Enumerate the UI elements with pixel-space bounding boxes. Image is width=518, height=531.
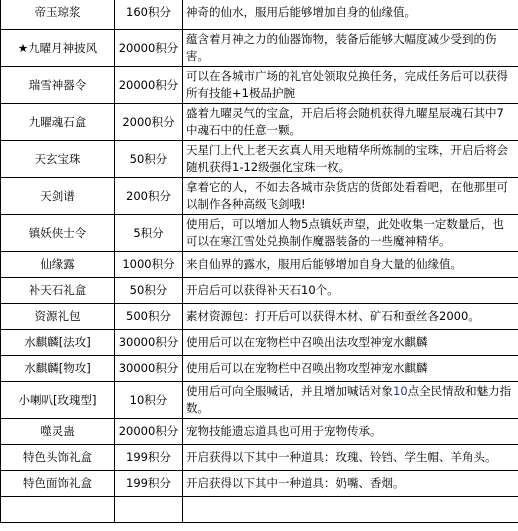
table-row [1,178,518,215]
table-row [1,419,518,445]
item-price: 10积分 [115,382,183,419]
item-description [183,382,518,419]
table-row [1,382,518,419]
table-row [1,141,518,178]
item-name: 噬灵蛊 [1,419,115,445]
item-description: 神奇的仙水，服用后能够增加自身的仙缘值。 [183,0,518,30]
item-price: 500积分 [115,304,183,330]
item-description: 使用后可以在宠物栏中召唤出法攻型神宠水麒麟 [183,330,518,356]
item-description: 开启获得以下其中一种道具：玫瑰、铃铛、学生帽、羊角头。 [183,445,518,471]
table-row [1,330,518,356]
item-name: 帝玉琼浆 [1,0,115,30]
table-row [1,356,518,382]
item-price: 1000积分 [115,252,183,278]
item-price: 199积分 [115,471,183,497]
item-description: 盛着九曜灵气的宝盒，开启后将会随机获得九曜星辰魂石其中7中魂石中的任意一颗。 [183,104,518,141]
table-row [1,0,518,30]
table-row [1,215,518,252]
item-description: 素材资源包：打开后可以获得木材、矿石和蚕丝各2000。 [183,304,518,330]
table-row [1,471,518,497]
table-row [1,278,518,304]
item-price: 199积分 [115,445,183,471]
item-price: 20000积分 [115,67,183,104]
item-name: 镇妖侠士令 [1,215,115,252]
item-price: 160积分 [115,0,183,30]
item-name: 瑞雪神器令 [1,67,115,104]
table-row [1,67,518,104]
description-text: 使用后可向全服喊话，并且增加喊话对象 [186,384,393,398]
item-price: 2000积分 [115,104,183,141]
item-name: 水麒麟[法攻] [1,330,115,356]
item-name [1,497,115,523]
table-row [1,30,518,67]
item-price: 50积分 [115,141,183,178]
item-name: 仙缘露 [1,252,115,278]
item-description [183,497,518,523]
item-name: 水麒麟[物攻] [1,356,115,382]
item-description: 使用后可以在宠物栏中召唤出物攻型神宠水麒麟 [183,356,518,382]
description-text: 点全民情敌和魅力指数。 [186,384,512,415]
item-description: 可以在各城市广场的礼官处领取兑换任务，完成任务后可以获得所有技能+1极品护腕 [183,67,518,104]
item-name: 特色头饰礼盒 [1,445,115,471]
table-row [1,445,518,471]
table-row [1,497,518,523]
item-description: 天星门上代上老天玄真人用天地精华所炼制的宝珠，开启后将会随机获得1-12级强化宝珠一枚。 [183,141,518,178]
item-price: 5积分 [115,215,183,252]
item-description: 宠物技能遗忘道具也可用于宠物传承。 [183,419,518,445]
item-description: 拿着它的人，不如去各城市杂货店的货郎处看看吧，在他那里可以制作各种高级飞剑哦! [183,178,518,215]
item-name: 天玄宝珠 [1,141,115,178]
table-row [1,104,518,141]
item-description: 使用后，可以增加人物5点镇妖声望，此处收集一定数量后，也可以在寒江雪处兑换制作魔器装备的一些魔神精华。 [183,215,518,252]
item-price [115,497,183,523]
highlighted-number: 10 [393,384,408,398]
table-row [1,252,518,278]
item-name: 天剑谱 [1,178,115,215]
item-price: 20000积分 [115,30,183,67]
item-name: 资源礼包 [1,304,115,330]
item-description: 蕴含着月神之力的仙器饰物，装备后能够大幅度减少受到的伤害。 [183,30,518,67]
item-name: ★九曜月神披风 [1,30,115,67]
item-price: 30000积分 [115,330,183,356]
item-name: 特色面饰礼盒 [1,471,115,497]
item-price: 20000积分 [115,419,183,445]
item-description: 开启后可以获得补天石10个。 [183,278,518,304]
item-name: 九曜魂石盒 [1,104,115,141]
item-description: 来自仙界的露水，服用后能够增加自身大量的仙缘值。 [183,252,518,278]
item-name: 补天石礼盒 [1,278,115,304]
table-row [1,304,518,330]
item-price: 50积分 [115,278,183,304]
item-description: 开启获得以下其中一种道具：奶嘴、香烟。 [183,471,518,497]
item-name: 小喇叭[玫瑰型] [1,382,115,419]
item-price: 30000积分 [115,356,183,382]
item-price: 200积分 [115,178,183,215]
